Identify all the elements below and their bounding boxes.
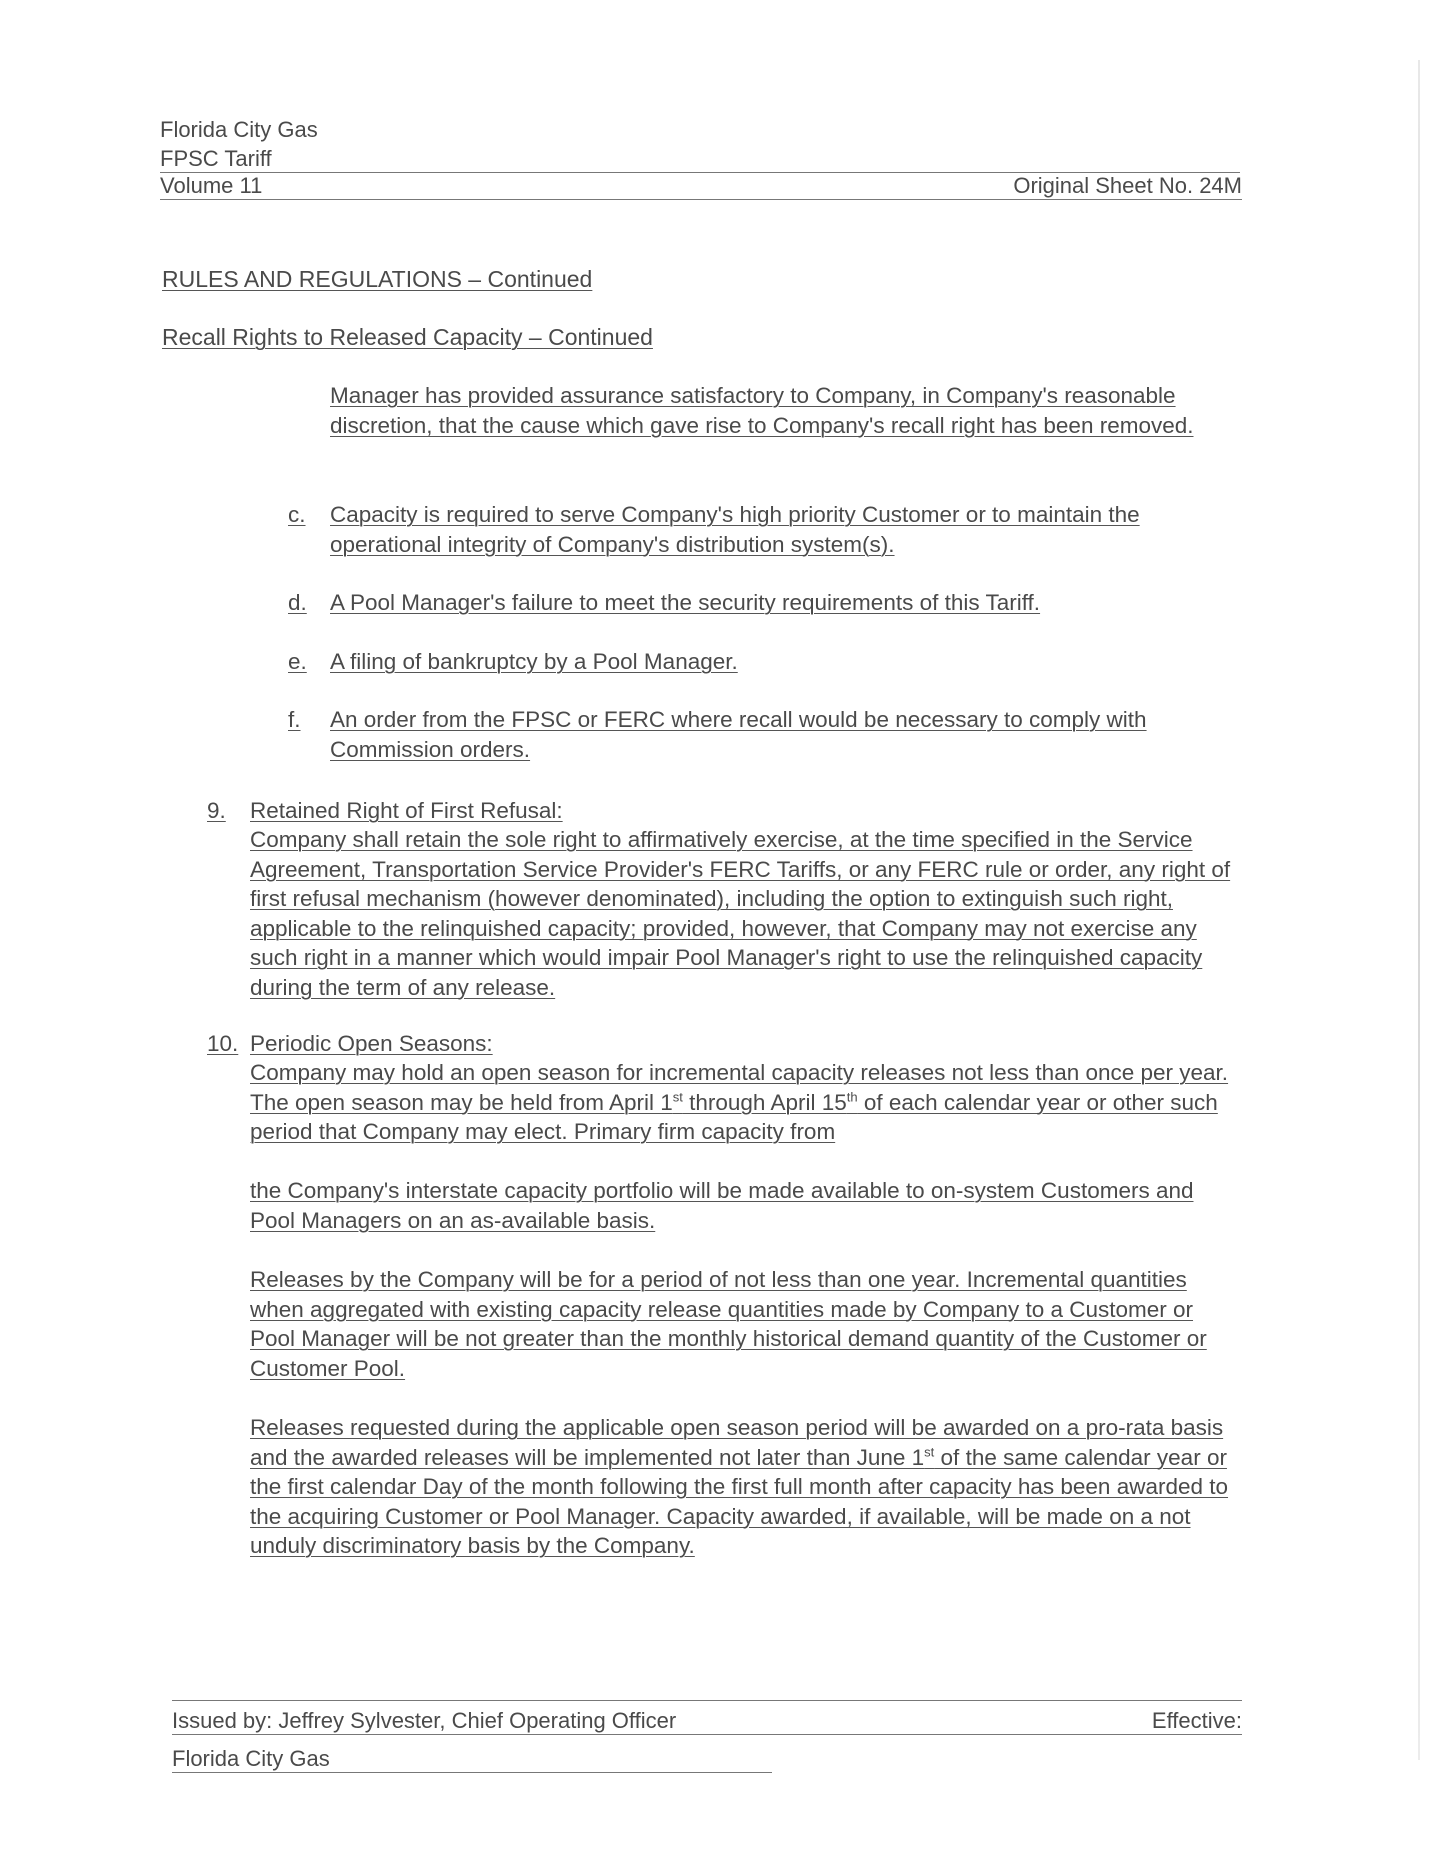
recall-item-marker-d: d. bbox=[288, 590, 307, 615]
subsection-title: Recall Rights to Released Capacity – Continued bbox=[162, 324, 653, 350]
recall-item-d: A Pool Manager's failure to meet the security requirements of this Tariff. bbox=[330, 590, 1041, 615]
header-sheet: Original Sheet No. 24M bbox=[1013, 173, 1242, 198]
footer-company: Florida City Gas bbox=[172, 1746, 772, 1773]
item10-paragraph-3: Releases by the Company will be for a period of not less than one year. Incremental quantities when aggregated with existing capacity release quantities made by Company to a Customer or Pool Manager will be not greater than the monthly historical demand quantity of the Customer or Customer Pool. bbox=[250, 1267, 1207, 1381]
item9-title: Retained Right of First Refusal: bbox=[250, 798, 563, 823]
item10-paragraph-2: the Company's interstate capacity portfolio will be made available to on-system Customers and Pool Managers on an as-available basis. bbox=[250, 1178, 1194, 1233]
footer-top-rule bbox=[172, 1700, 1242, 1701]
recall-item-marker-e: e. bbox=[288, 649, 307, 674]
header-company: Florida City Gas bbox=[160, 117, 318, 142]
recall-item-marker-f: f. bbox=[288, 707, 301, 732]
footer-effective: Effective: bbox=[1151, 1708, 1242, 1733]
item10-paragraph-1: Company may hold an open season for incremental capacity releases not less than once per year. The open season may be held from April 1st through April 15th of each calendar year or other such period that Company may elect. Primary firm capacity from bbox=[250, 1060, 1229, 1144]
recall-item-marker-c: c. bbox=[288, 502, 306, 527]
page-edge bbox=[1418, 60, 1420, 1760]
item10-paragraph-4: Releases requested during the applicable open season period will be awarded on a pro-rata basis and the awarded releases will be implemented not later than June 1st of the same calendar year or the first calendar Day of the month following the first full month after capacity has been awarded to the acquiring Customer or Pool Manager. Capacity awarded, if available, will be made on a not unduly discriminatory basis by the Company. bbox=[250, 1415, 1229, 1558]
item10-marker: 10. bbox=[207, 1031, 239, 1056]
item9-marker: 9. bbox=[207, 798, 226, 823]
footer-issued-by: Issued by: Jeffrey Sylvester, Chief Operating Officer bbox=[172, 1708, 677, 1733]
section-title: RULES AND REGULATIONS – Continued bbox=[162, 266, 593, 292]
header-tariff: FPSC Tariff bbox=[160, 146, 1240, 173]
recall-item-e: A filing of bankruptcy by a Pool Manager. bbox=[330, 649, 738, 674]
header-volume: Volume 11 bbox=[160, 173, 263, 198]
item10-title: Periodic Open Seasons: bbox=[250, 1031, 493, 1056]
item9-text: Company shall retain the sole right to affirmatively exercise, at the time specified in the Service Agreement, Transportation Service Provider's FERC Tariffs, or any FERC rule or order, any right of first refusal mechanism (however denominated), including the option to extinguish such right, applicable to the relinquished capacity; provided, however, that Company may not exercise any such right in a manner which would impair Pool Manager's right to use the relinquished capacity during the term of any release. bbox=[250, 827, 1231, 1000]
continuation-paragraph: Manager has provided assurance satisfactory to Company, in Company's reasonable discretion, that the cause which gave rise to Company's recall right has been removed. bbox=[330, 383, 1194, 438]
recall-item-c: Capacity is required to serve Company's high priority Customer or to maintain the operational integrity of Company's distribution system(s). bbox=[330, 502, 1140, 557]
header-volume-row bbox=[160, 173, 1242, 200]
footer-issued-row bbox=[172, 1708, 1242, 1735]
recall-item-f: An order from the FPSC or FERC where recall would be necessary to comply with Commission orders. bbox=[330, 707, 1147, 762]
